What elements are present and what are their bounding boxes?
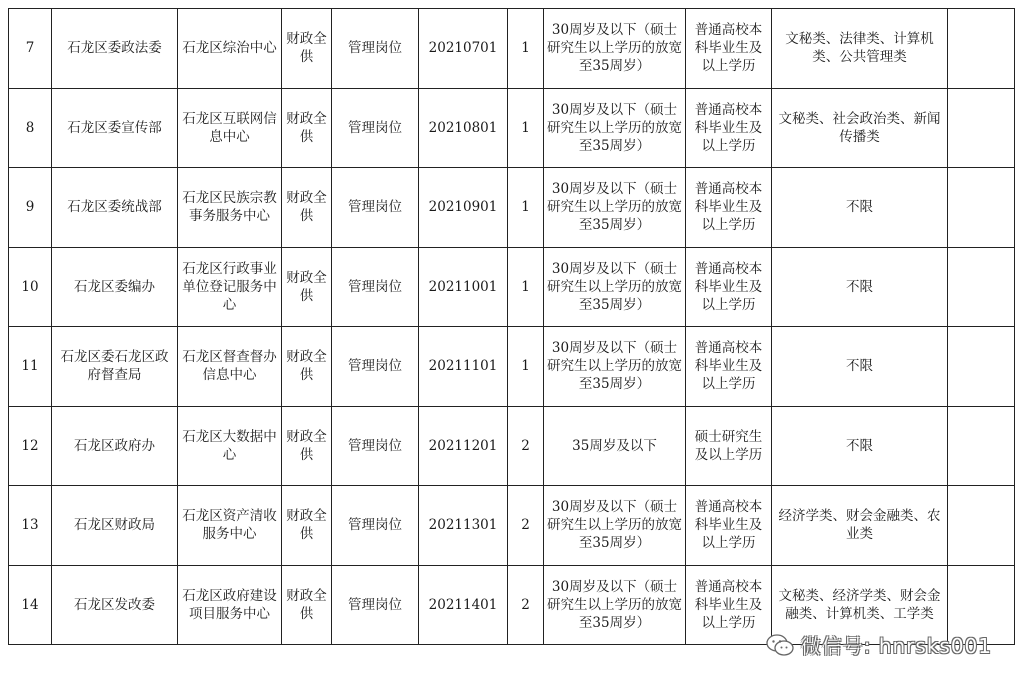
unit-name: 石龙区大数据中心 xyxy=(178,406,282,486)
row-number: 8 xyxy=(9,88,52,168)
age-requirement: 35周岁及以下 xyxy=(544,406,686,486)
major-requirement: 文秘类、经济学类、财会金融类、计算机类、工学类 xyxy=(772,565,948,645)
department-name: 石龙区财政局 xyxy=(52,486,178,566)
unit-name: 石龙区政府建设项目服务中心 xyxy=(178,565,282,645)
education-requirement: 普通高校本科毕业生及以上学历 xyxy=(686,486,772,566)
major-requirement: 不限 xyxy=(772,327,948,407)
major-requirement: 不限 xyxy=(772,247,948,327)
post-code: 20211001 xyxy=(419,247,508,327)
department-name: 石龙区委政法委 xyxy=(52,9,178,89)
department-name: 石龙区委编办 xyxy=(52,247,178,327)
funding-type: 财政全供 xyxy=(282,9,332,89)
funding-type: 财政全供 xyxy=(282,486,332,566)
funding-type: 财政全供 xyxy=(282,406,332,486)
age-requirement: 30周岁及以下（硕士研究生以上学历的放宽至35周岁） xyxy=(544,168,686,248)
post-code: 20211301 xyxy=(419,486,508,566)
remark xyxy=(948,88,1015,168)
recruit-count: 1 xyxy=(508,327,544,407)
post-type: 管理岗位 xyxy=(332,486,419,566)
post-code: 20210801 xyxy=(419,88,508,168)
row-number: 12 xyxy=(9,406,52,486)
education-requirement: 普通高校本科毕业生及以上学历 xyxy=(686,565,772,645)
department-name: 石龙区委石龙区政府督查局 xyxy=(52,327,178,407)
watermark-text: 微信号: hnrsks001 xyxy=(800,634,992,658)
education-requirement: 普通高校本科毕业生及以上学历 xyxy=(686,247,772,327)
post-code: 20210701 xyxy=(419,9,508,89)
department-name: 石龙区委统战部 xyxy=(52,168,178,248)
post-code: 20210901 xyxy=(419,168,508,248)
remark xyxy=(948,168,1015,248)
row-number: 10 xyxy=(9,247,52,327)
unit-name: 石龙区互联网信息中心 xyxy=(178,88,282,168)
row-number: 7 xyxy=(9,9,52,89)
funding-type: 财政全供 xyxy=(282,565,332,645)
remark xyxy=(948,247,1015,327)
remark xyxy=(948,327,1015,407)
post-type: 管理岗位 xyxy=(332,88,419,168)
major-requirement: 文秘类、法律类、计算机类、公共管理类 xyxy=(772,9,948,89)
age-requirement: 30周岁及以下（硕士研究生以上学历的放宽至35周岁） xyxy=(544,565,686,645)
row-number: 14 xyxy=(9,565,52,645)
unit-name: 石龙区民族宗教事务服务中心 xyxy=(178,168,282,248)
department-name: 石龙区政府办 xyxy=(52,406,178,486)
recruitment-table xyxy=(8,8,1015,645)
remark xyxy=(948,9,1015,89)
row-number: 13 xyxy=(9,486,52,566)
major-requirement: 经济学类、财会金融类、农业类 xyxy=(772,486,948,566)
funding-type: 财政全供 xyxy=(282,168,332,248)
post-type: 管理岗位 xyxy=(332,327,419,407)
post-code: 20211401 xyxy=(419,565,508,645)
age-requirement: 30周岁及以下（硕士研究生以上学历的放宽至35周岁） xyxy=(544,327,686,407)
age-requirement: 30周岁及以下（硕士研究生以上学历的放宽至35周岁） xyxy=(544,88,686,168)
department-name: 石龙区发改委 xyxy=(52,565,178,645)
age-requirement: 30周岁及以下（硕士研究生以上学历的放宽至35周岁） xyxy=(544,9,686,89)
table-body xyxy=(9,9,1015,645)
post-code: 20211201 xyxy=(419,406,508,486)
recruit-count: 1 xyxy=(508,247,544,327)
recruit-count: 2 xyxy=(508,565,544,645)
wechat-icon xyxy=(765,633,795,657)
education-requirement: 普通高校本科毕业生及以上学历 xyxy=(686,168,772,248)
funding-type: 财政全供 xyxy=(282,88,332,168)
unit-name: 石龙区综治中心 xyxy=(178,9,282,89)
major-requirement: 不限 xyxy=(772,168,948,248)
age-requirement: 30周岁及以下（硕士研究生以上学历的放宽至35周岁） xyxy=(544,486,686,566)
post-type: 管理岗位 xyxy=(332,406,419,486)
funding-type: 财政全供 xyxy=(282,247,332,327)
recruit-count: 1 xyxy=(508,88,544,168)
table-row xyxy=(9,327,1015,407)
major-requirement: 不限 xyxy=(772,406,948,486)
table-row xyxy=(9,247,1015,327)
table-row xyxy=(9,406,1015,486)
remark xyxy=(948,486,1015,566)
major-requirement: 文秘类、社会政治类、新闻传播类 xyxy=(772,88,948,168)
table-row xyxy=(9,168,1015,248)
remark xyxy=(948,406,1015,486)
funding-type: 财政全供 xyxy=(282,327,332,407)
table-row xyxy=(9,88,1015,168)
education-requirement: 普通高校本科毕业生及以上学历 xyxy=(686,9,772,89)
recruit-count: 2 xyxy=(508,486,544,566)
post-type: 管理岗位 xyxy=(332,247,419,327)
post-code: 20211101 xyxy=(419,327,508,407)
unit-name: 石龙区行政事业单位登记服务中心 xyxy=(178,247,282,327)
unit-name: 石龙区资产清收服务中心 xyxy=(178,486,282,566)
post-type: 管理岗位 xyxy=(332,9,419,89)
post-type: 管理岗位 xyxy=(332,565,419,645)
age-requirement: 30周岁及以下（硕士研究生以上学历的放宽至35周岁） xyxy=(544,247,686,327)
unit-name: 石龙区督查督办信息中心 xyxy=(178,327,282,407)
wechat-watermark xyxy=(765,630,992,659)
recruit-count: 1 xyxy=(508,9,544,89)
table-row xyxy=(9,9,1015,89)
education-requirement: 普通高校本科毕业生及以上学历 xyxy=(686,327,772,407)
post-type: 管理岗位 xyxy=(332,168,419,248)
row-number: 11 xyxy=(9,327,52,407)
row-number: 9 xyxy=(9,168,52,248)
table-row xyxy=(9,486,1015,566)
department-name: 石龙区委宣传部 xyxy=(52,88,178,168)
recruit-count: 2 xyxy=(508,406,544,486)
recruit-count: 1 xyxy=(508,168,544,248)
education-requirement: 普通高校本科毕业生及以上学历 xyxy=(686,88,772,168)
education-requirement: 硕士研究生及以上学历 xyxy=(686,406,772,486)
